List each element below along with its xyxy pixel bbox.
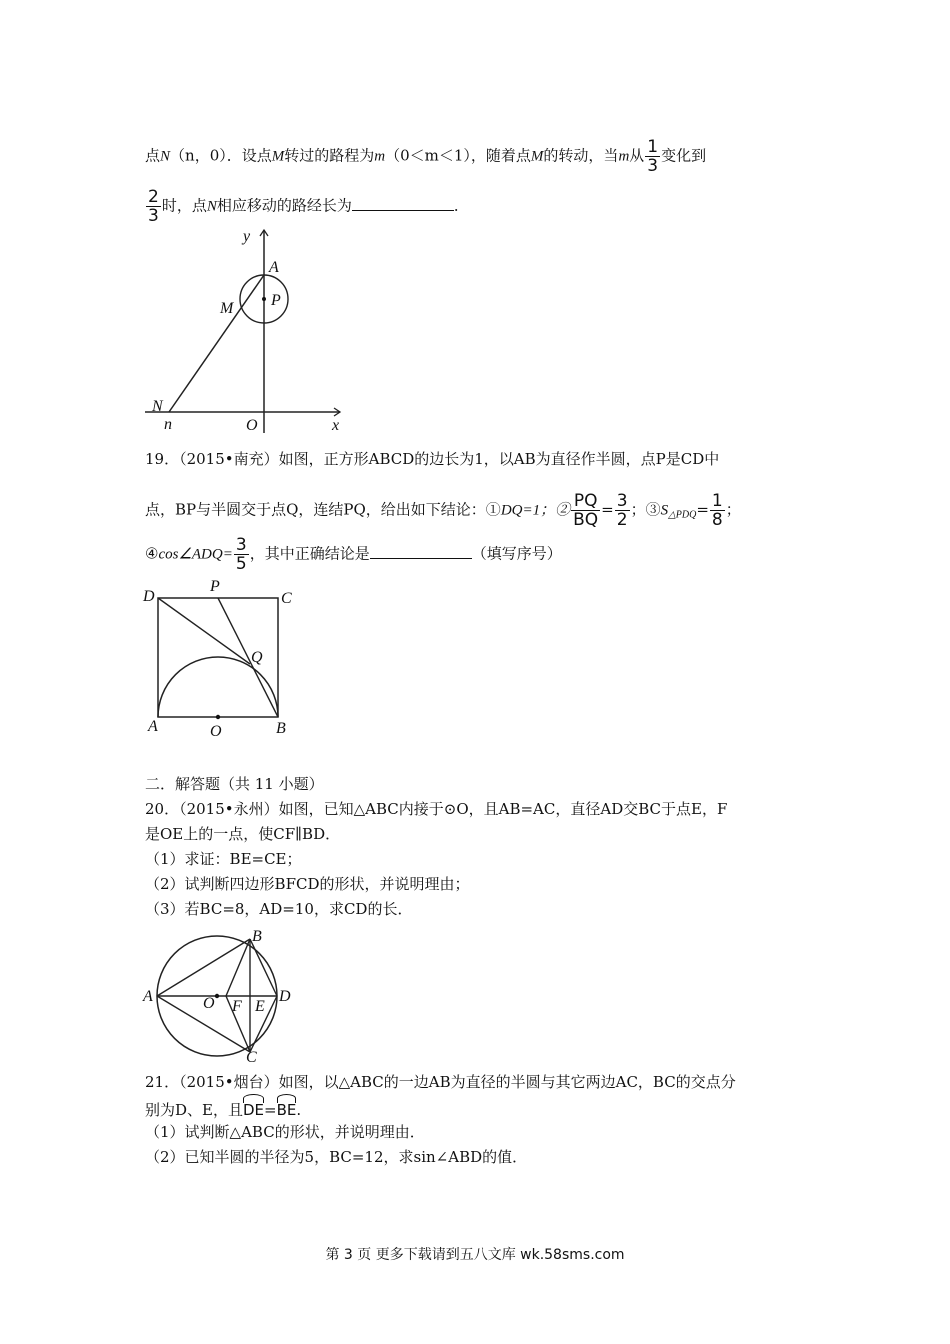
q19-line2: 点，BP与半圆交于点Q，连结PQ，给出如下结论：①DQ=1；② $\frac{PQ}{BQ}$ = $\frac{3}{2}$ ；$③S_{\triangle PDQ}=$ $\frac{1}{8}$ ；: [145, 491, 741, 530]
label-b: B: [252, 928, 262, 945]
center-o-dot: [216, 715, 220, 719]
label-p: P: [210, 578, 220, 595]
q18-line1: 点N（n，0）．设点M转过的路程为m（0＜m＜1），随着点M的转动，当m从 $\frac{1}{3}$ 变化到: [145, 137, 707, 176]
label-m: M: [220, 300, 234, 317]
q20-figure: [140, 925, 300, 1065]
q20-part3: （3）若BC=8，AD=10，求CD的长．: [145, 900, 413, 918]
line-ab: [157, 939, 250, 996]
line-an: [169, 275, 264, 412]
section-title: 二．解答题（共 11 小题）: [145, 775, 324, 793]
answer-blank: [352, 196, 454, 211]
q19-line1: 19．（2015•南充）如图，正方形ABCD的边长为1，以AB为直径作半圆，点P是CD中: [145, 450, 720, 468]
q18-line2: $\frac{2}{3}$ 时，点N相应移动的路经长为 ．: [148, 187, 469, 226]
center-o-dot: [215, 994, 219, 998]
arc-be: BE: [277, 1096, 297, 1121]
label-c: C: [281, 590, 292, 607]
label-p: P: [271, 292, 281, 309]
label-d: D: [279, 988, 291, 1005]
label-n-small: n: [164, 416, 172, 433]
q21-part1: （1）试判断△ABC的形状，并说明理由．: [145, 1123, 425, 1141]
answer-blank: [370, 544, 472, 559]
fraction-one-eighth: $\frac{1}{8}$: [711, 491, 723, 530]
semicircle: [158, 657, 278, 717]
fraction-three-halves: $\frac{3}{2}$: [616, 491, 628, 530]
label-e: E: [255, 998, 265, 1015]
q20-line2: 是OE上的一点，使CF∥BD．: [145, 825, 341, 843]
q20-line1: 20．（2015•永州）如图，已知△ABC内接于⊙O，且AB=AC，直径AD交BC于点E，F: [145, 800, 728, 818]
label-x: x: [332, 417, 340, 434]
q19-line3: ④cos∠ADQ= $\frac{3}{5}$ ，其中正确结论是 （填写序号）: [145, 535, 562, 574]
label-o: O: [246, 417, 258, 434]
label-d: D: [143, 588, 155, 605]
fraction-one-third: $\frac{1}{3}$: [647, 137, 659, 176]
q21-part2: （2）已知半圆的半径为5，BC=12，求sin∠ABD的值．: [145, 1148, 528, 1166]
fraction-two-thirds: $\frac{2}{3}$: [148, 187, 159, 226]
line-dq: [158, 598, 250, 664]
page-footer: 第 3 页 更多下载请到五八文库 wk.58sms.com: [325, 1247, 625, 1263]
q20-part2: （2）试判断四边形BFCD的形状，并说明理由；: [145, 875, 470, 893]
line-bd: [250, 939, 277, 996]
label-y: y: [243, 228, 251, 245]
label-f: F: [232, 998, 242, 1015]
q19-figure: [140, 575, 310, 745]
label-c: C: [246, 1049, 257, 1065]
label-o: O: [210, 723, 222, 740]
line-bf: [226, 939, 250, 996]
q21-line2: 别为D、E，且DE=BE.: [145, 1096, 301, 1121]
label-b: B: [276, 720, 286, 737]
q18-figure: [140, 225, 350, 440]
arc-de: DE: [243, 1096, 264, 1121]
fraction-pq-bq: $\frac{PQ}{BQ}$: [573, 491, 599, 530]
q20-part1: （1）求证：BE=CE；: [145, 850, 302, 868]
label-q: Q: [251, 649, 263, 666]
label-a: A: [148, 718, 158, 735]
label-o: O: [203, 995, 215, 1012]
label-a: A: [269, 259, 279, 276]
label-n: N: [152, 398, 163, 415]
fraction-three-fifths: $\frac{3}{5}$: [235, 535, 247, 574]
label-a: A: [143, 988, 153, 1005]
center-p-dot: [262, 297, 266, 301]
q21-line1: 21．（2015•烟台）如图，以△ABC的一边AB为直径的半圆与其它两边AC，BC的交点分: [145, 1073, 736, 1091]
